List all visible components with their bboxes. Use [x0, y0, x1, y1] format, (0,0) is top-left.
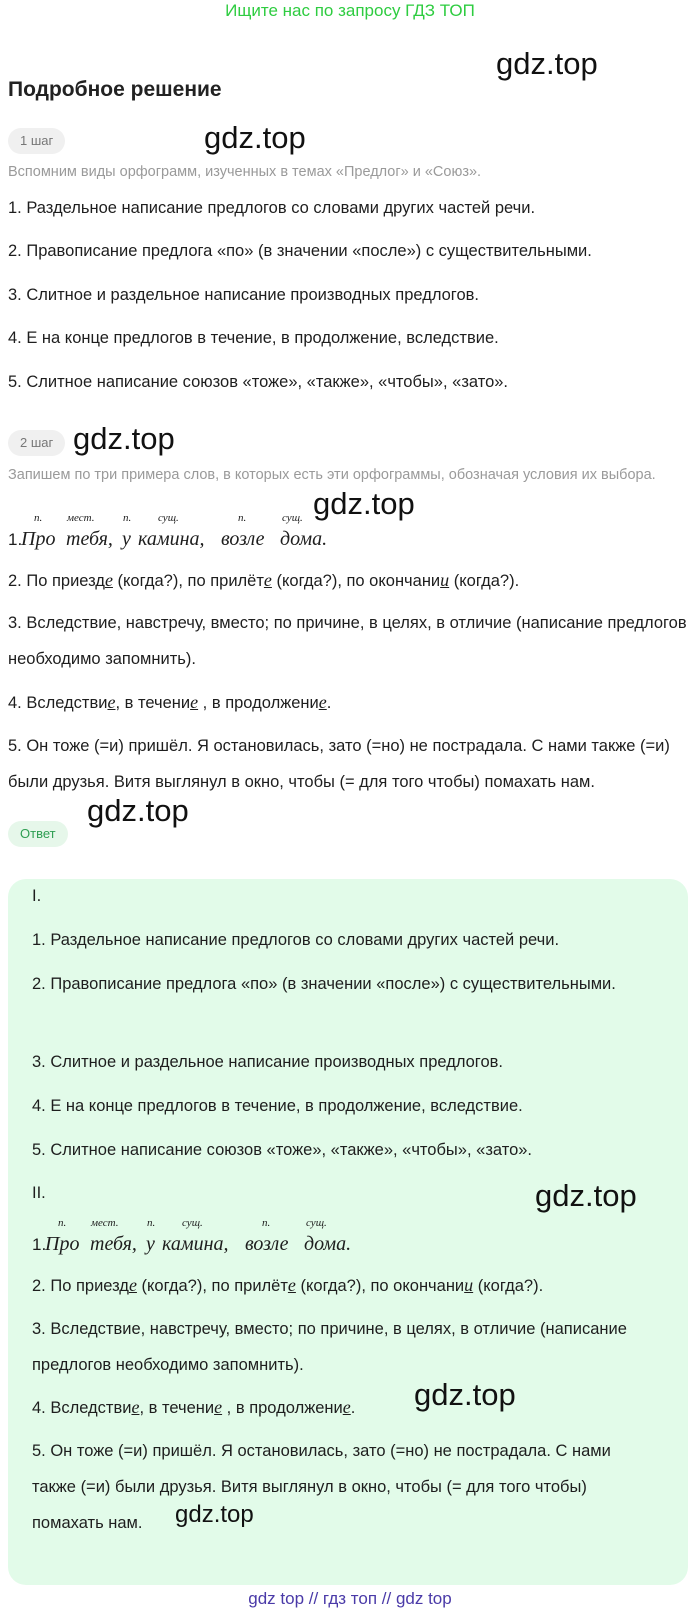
- part-of-speech-label: сущ.: [158, 512, 179, 524]
- list-item: 5. Он тоже (=и) пришёл. Я остановилась, зато (=но) не пострадала. С нами также (=и) были друзья. Витя выглянул в окно, чтобы (= для того чтобы) помахать нам.: [32, 1442, 611, 1532]
- example-word: тебя,: [66, 528, 113, 550]
- part-of-speech-label: сущ.: [282, 512, 303, 524]
- section-heading: II.: [32, 1184, 46, 1202]
- example-word: возле: [221, 528, 265, 550]
- example-word: тебя,: [90, 1233, 137, 1255]
- watermark: gdz.top: [73, 421, 175, 456]
- example-word: камина,: [138, 528, 205, 550]
- example-word: возле: [245, 1233, 289, 1255]
- list-item: 5. Он тоже (=и) пришёл. Я остановилась, зато (=но) не пострадала. С нами также (=и) были друзья. Витя выглянул в окно, чтобы (= для того чтобы) помахать нам.: [8, 737, 670, 791]
- list-item: 3. Вследствие, навстречу, вместо; по причине, в целях, в отличие (написание предлогов необходимо запомнить).: [32, 1320, 627, 1374]
- watermark: gdz.top: [175, 1501, 254, 1528]
- part-of-speech-label: мест.: [91, 1217, 119, 1229]
- list-item: 4. Вследствие, в течение , в продолжение.: [8, 692, 332, 712]
- list-item: 2. Правописание предлога «по» (в значении «после») с существительными.: [8, 242, 592, 260]
- example-word: у: [146, 1233, 155, 1255]
- example-word: дома.: [304, 1233, 352, 1255]
- section-heading: I.: [32, 887, 42, 905]
- step-1-hint: Вспомним виды орфограмм, изученных в темах «Предлог» и «Союз».: [8, 164, 482, 180]
- watermark: gdz.top: [313, 486, 415, 521]
- watermark: gdz.top: [496, 46, 598, 81]
- list-item: 5. Слитное написание союзов «тоже», «также», «чтобы», «зато».: [32, 1141, 533, 1159]
- example-word: Про: [45, 1233, 80, 1255]
- list-item: 4. Е на конце предлогов в течение, в продолжение, вследствие.: [8, 329, 499, 347]
- example-parsed-phrase: [8, 512, 408, 560]
- list-number: 1.: [8, 530, 23, 549]
- example-word: камина,: [162, 1233, 229, 1255]
- list-item: 2. По приезде (когда?), по прилёте (когда?), по окончании (когда?).: [32, 1275, 544, 1295]
- list-number: 1.: [32, 1235, 47, 1254]
- step-2-badge: 2 шаг: [8, 430, 65, 456]
- example-parsed-phrase: [32, 1217, 432, 1265]
- list-item: 3. Слитное и раздельное написание производных предлогов.: [8, 286, 479, 304]
- list-item: 2. Правописание предлога «по» (в значении «после») с существительными.: [32, 975, 616, 993]
- part-of-speech-label: п.: [262, 1217, 271, 1229]
- search-banner[interactable]: Ищите нас по запросу ГДЗ ТОП: [225, 1, 475, 20]
- list-item: 5. Слитное написание союзов «тоже», «также», «чтобы», «зато».: [8, 373, 509, 391]
- watermark: gdz.top: [414, 1377, 516, 1412]
- step-1-badge: 1 шаг: [8, 128, 65, 154]
- watermark: gdz.top: [535, 1178, 637, 1213]
- part-of-speech-label: п.: [147, 1217, 156, 1229]
- watermark: gdz.top: [204, 120, 306, 155]
- list-item: 4. Вследствие, в течение , в продолжение.: [32, 1397, 356, 1417]
- list-item: 2. По приезде (когда?), по прилёте (когда?), по окончании (когда?).: [8, 570, 520, 590]
- part-of-speech-label: п.: [58, 1217, 67, 1229]
- watermark: gdz.top: [87, 793, 189, 828]
- list-item: 4. Е на конце предлогов в течение, в продолжение, вследствие.: [32, 1097, 523, 1115]
- example-word: у: [122, 528, 131, 550]
- example-word: дома.: [280, 528, 328, 550]
- list-item: 3. Вследствие, навстречу, вместо; по причине, в целях, в отличие (написание предлогов необходимо запомнить).: [8, 614, 687, 668]
- list-item: 1. Раздельное написание предлогов со словами других частей речи.: [32, 931, 560, 949]
- answer-badge: Ответ: [8, 821, 68, 847]
- page-title: Подробное решение: [8, 78, 222, 101]
- part-of-speech-label: п.: [123, 512, 132, 524]
- footer-links[interactable]: gdz top // гдз топ // gdz top: [248, 1589, 452, 1608]
- part-of-speech-label: сущ.: [182, 1217, 203, 1229]
- example-word: Про: [21, 528, 56, 550]
- part-of-speech-label: п.: [238, 512, 247, 524]
- part-of-speech-label: п.: [34, 512, 43, 524]
- list-item: 3. Слитное и раздельное написание производных предлогов.: [32, 1053, 503, 1071]
- step-2-hint: Запишем по три примера слов, в которых есть эти орфограммы, обозначая условия их выбора.: [8, 467, 656, 483]
- part-of-speech-label: мест.: [67, 512, 95, 524]
- list-item: 1. Раздельное написание предлогов со словами других частей речи.: [8, 199, 536, 217]
- part-of-speech-label: сущ.: [306, 1217, 327, 1229]
